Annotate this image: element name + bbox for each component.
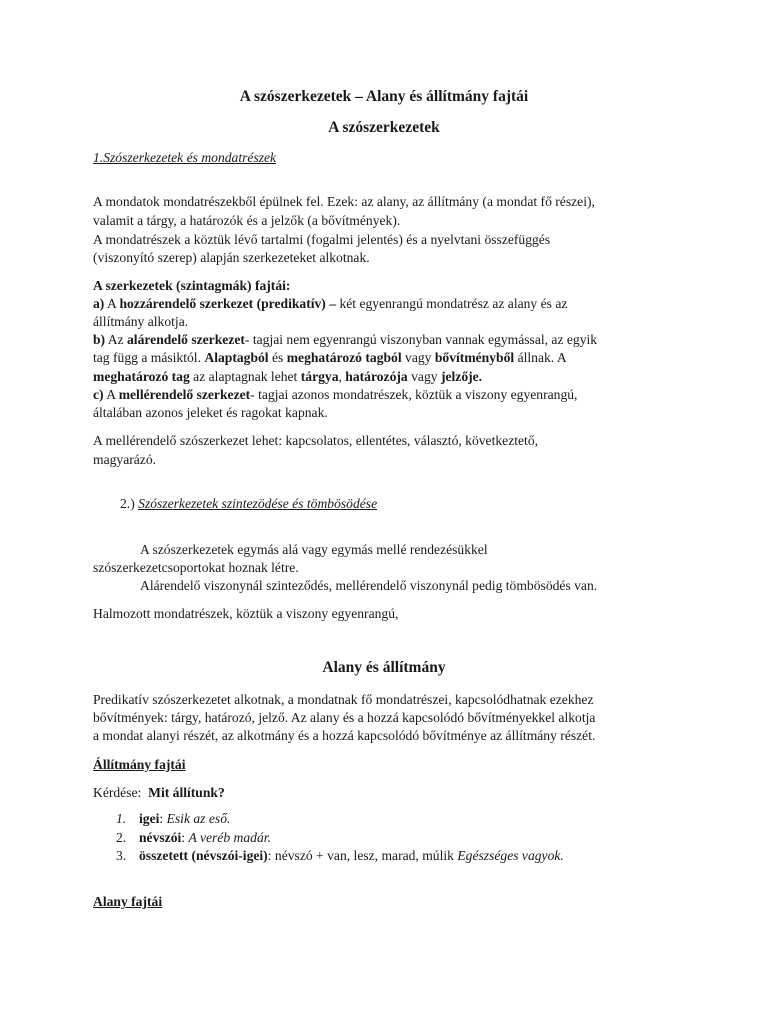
s2-p1-line1: A szószerkezetek egymás alá vagy egymás mellé rendezésükkel	[140, 542, 488, 557]
s2-p2: Alárendelő viszonynál szinteződés, mellérendelő viszonynál pedig tömbösödés van.	[140, 578, 598, 593]
type-c-line1: c) A mellérendelő szerkezet- tagjai azonos mondatrészek, köztük a viszony egyenrangú,	[93, 387, 578, 402]
s3-p-line3: a mondat alanyi részét, az alkotmány és a hozzá kapcsolódó bővítménye az állítmány részét.	[93, 728, 596, 743]
s1-intro-3: A mondatrészek a köztük lévő tartalmi (fogalmi jelentés) és a nyelvtani összefüggés	[93, 232, 551, 247]
pred-list-item-2: 2. névszói: A veréb madár.	[116, 830, 271, 845]
document-title: A szószerkezetek – Alany és állítmány fajtái	[239, 88, 529, 105]
s3-p-line1: Predikatív szószerkezetet alkotnak, a mondatnak fő mondatrészei, kapcsolódhatnak ezekhez	[93, 692, 594, 707]
s2-number: 2.)	[120, 496, 135, 511]
question-line: Kérdése: Mit állítunk?	[93, 785, 225, 800]
type-a-line1: a) A hozzárendelő szerkezet (predikatív) – két egyenrangú mondatrész az alany és az	[93, 296, 568, 311]
type-a-line2: állítmány alkotja.	[93, 314, 189, 329]
pred-heading: Állítmány fajtái	[93, 757, 186, 772]
type-b-line3: meghatározó tag az alaptagnak lehet tárgya, határozója vagy jelzője.	[93, 369, 483, 384]
s1-heading: 1.Szószerkezetek és mondatrészek	[93, 150, 277, 165]
type-c-line2: általában azonos jeleket és ragokat kapnak.	[93, 405, 328, 420]
s2-heading-line	[120, 495, 377, 513]
s2-heading: Szószerkezetek szintezödése és tömbösödése	[138, 496, 378, 511]
subj-heading: Alany fajtái	[93, 894, 163, 909]
s1-intro-1: A mondatok mondatrészekből épülnek fel. Ezek: az alany, az állítmány (a mondat fő részei),	[93, 194, 595, 209]
s1-intro-4: (viszonyító szerep) alapján szerkezeteket alkotnak.	[93, 250, 370, 265]
s2-p1-line2: szószerkezetcsoportokat hoznak létre.	[93, 560, 299, 575]
coord-line1: A mellérendelő szószerkezet lehet: kapcsolatos, ellentétes, választó, következtető,	[93, 433, 539, 448]
s2-p3: Halmozott mondatrészek, köztük a viszony egyenrangú,	[93, 606, 399, 621]
section-title: A szószerkezetek	[328, 119, 440, 136]
type-b-line1: b) Az alárendelő szerkezet- tagjai nem egyenrangú viszonyban vannak egymással, az egyik	[93, 332, 598, 347]
types-heading: A szerkezetek (szintagmák) fajtái:	[93, 278, 291, 293]
type-b-line2: tag függ a másiktól. Alaptagból és meghatározó tagból vagy bővítményből állnak. A	[93, 350, 567, 365]
s3-heading: Alany és állítmány	[322, 659, 446, 676]
pred-list-item-1: 1. igei: Esik az eső.	[116, 811, 231, 826]
s3-p-line2: bővítmények: tárgy, határozó, jelző. Az alany és a hozzá kapcsolódó bővítményekkel alkotja	[93, 710, 596, 725]
coord-line2: magyarázó.	[93, 452, 157, 467]
s1-intro-2: valamit a tárgy, a határozók és a jelzők (a bővítmények).	[93, 213, 401, 228]
pred-list-item-3: 3. összetett (névszói-igei): névszó + van, lesz, marad, múlik Egészséges vagyok.	[116, 848, 564, 863]
